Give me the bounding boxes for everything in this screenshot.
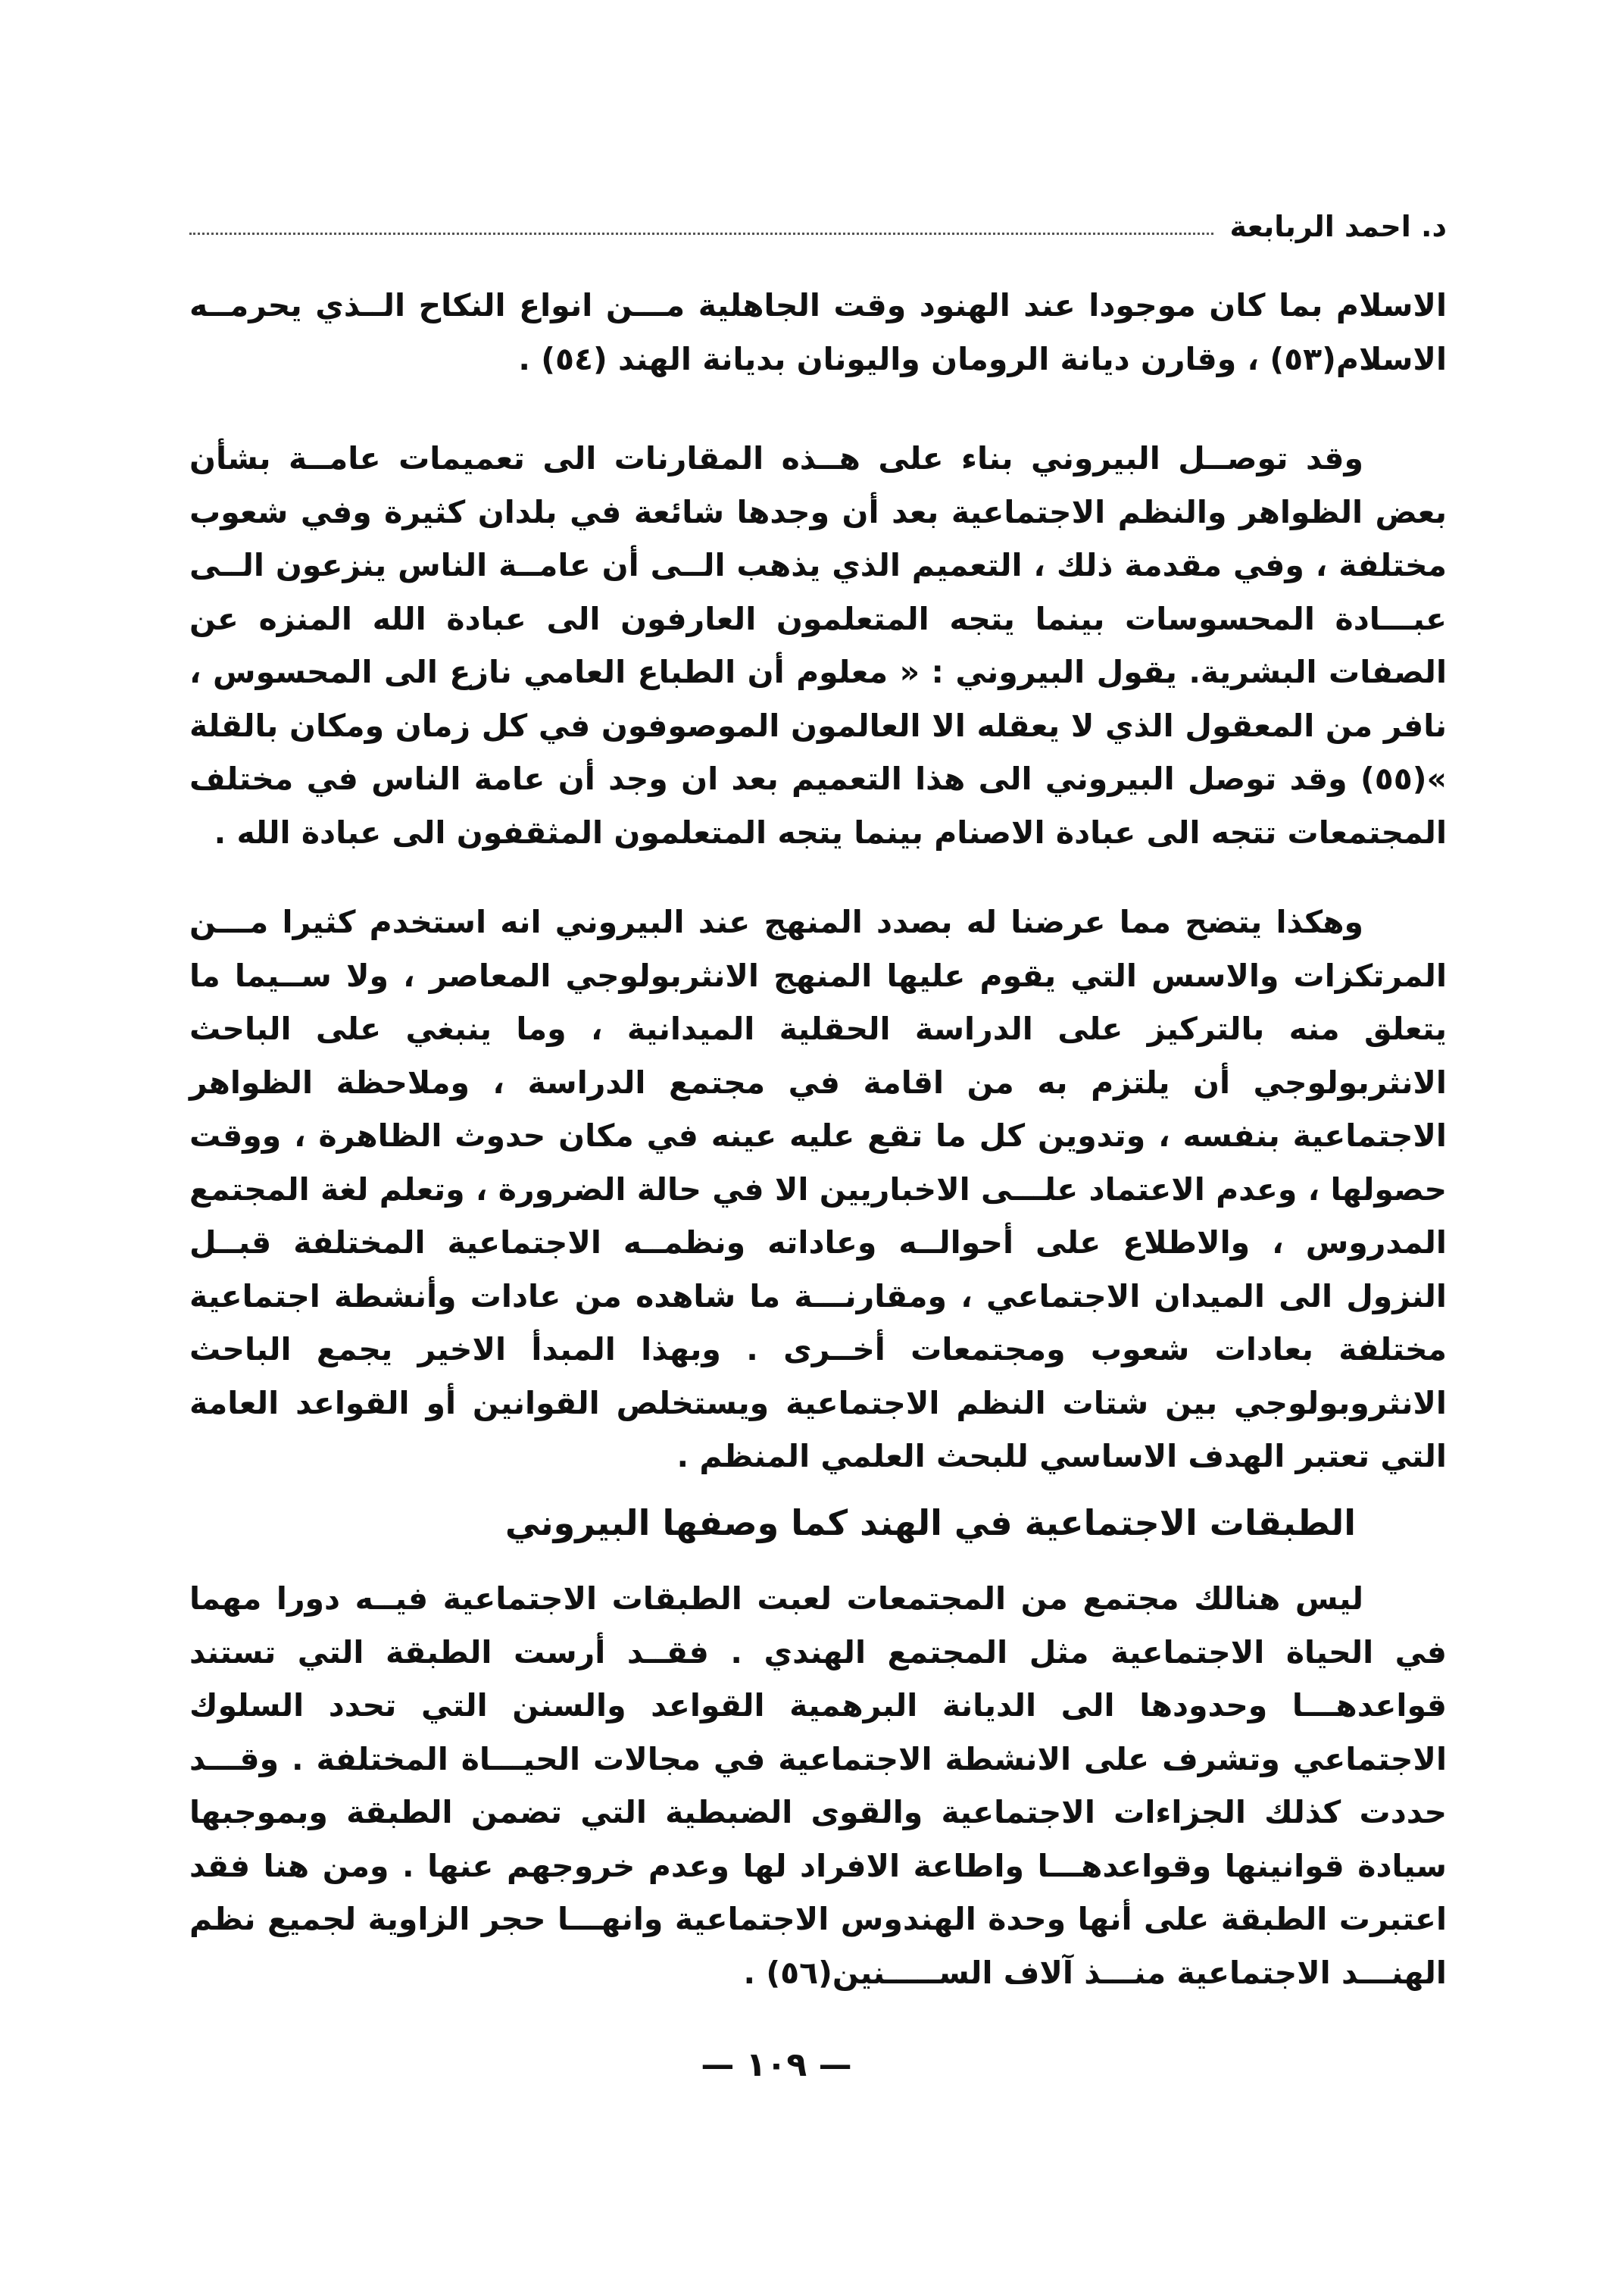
header-author: د. احمد الربابعة bbox=[1229, 210, 1447, 243]
paragraph-continuation bbox=[189, 279, 1447, 386]
document-page bbox=[189, 0, 1447, 2269]
header-dotted-rule bbox=[189, 233, 1213, 235]
paragraph-text: وقد توصــل البيروني بناء على هــذه المقارنات الى تعميمات عامــة بشأن بعض الظواهر والنظم الاجتماعية بعد أن وجدها شائعة في بلدان كثيرة وفي شعوب مختلفة ، وفي مقدمة ذلك ، التعميم الذي يذهب الــى أن عامــة الناس ينزعون الــى عبـــادة المحسوسات بينما يتجه المتعلمون العارفون الى عبادة الله المنزه عن الصفات البشرية. يقول البيروني : « معلوم أن الطباع العامي نازع الى المحسوس ، نافر من المعقول الذي لا يعقله الا العالمون الموصوفون في كل زمان ومكان بالقلة »(٥٥) وقد توصل البيروني الى هذا التعميم بعد ان وجد أن عامة الناس في مختلف المجتمعات تتجه الى عبادة الاصنام بينما يتجه المتعلمون المثقفون الى عبادة الله . bbox=[189, 440, 1447, 851]
paragraph-biruni-generalizations bbox=[189, 432, 1447, 859]
section-heading: الطبقات الاجتماعية في الهند كما وصفها البيروني bbox=[504, 1502, 1356, 1544]
paragraph-text: وهكذا يتضح مما عرضنا له بصدد المنهج عند البيروني انه استخدم كثيرا مـــن المرتكزات والاسس التي يقوم عليها المنهج الانثربولوجي المعاصر ، ولا ســيما ما يتعلق منه بالتركيز على الدراسة الحقلية الميدانية ، وما ينبغي على الباحث الانثربولوجي أن يلتزم به من اقامة في مجتمع الدراسة ، وملاحظة الظواهر الاجتماعية بنفسه ، وتدوين كل ما تقع عليه عينه في مكان حدوث الظاهرة ، ووقت حصولها ، وعدم الاعتماد علـــى الاخباريين الا في حالة الضرورة ، وتعلم لغة المجتمع المدروس ، والاطلاع على أحوالــه وعاداته ونظمــه الاجتماعية المختلفة قبــل النزول الى الميدان الاجتماعي ، ومقارنـــة ما شاهده من عادات وأنشطة اجتماعية مختلفة بعادات شعوب ومجتمعات أخــرى . وبهذا المبدأ الاخير يجمع الباحث الانثروبولوجي بين شتات النظم الاجتماعية ويستخلص القوانين أو القواعد العامة التي تعتبر الهدف الاساسي للبحث العلمي المنظم . bbox=[189, 904, 1447, 1474]
page-number: — ١٠٩ — bbox=[701, 2046, 852, 2084]
paragraph-text: ليس هنالك مجتمع من المجتمعات لعبت الطبقات الاجتماعية فيــه دورا مهما في الحياة الاجتماعية مثل المجتمع الهندي . فقــد أرست الطبقة التي تستند قواعدهـــا وحدودها الى الديانة البرهمية القواعد والسنن التي تحدد السلوك الاجتماعي وتشرف على الانشطة الاجتماعية في مجالات الحيـــاة المختلفة . وقـــد حددت كذلك الجزاءات الاجتماعية والقوى الضبطية التي تضمن الطبقة وبموجبها سيادة قوانينها وقواعدهـــا واطاعة الافراد لها وعدم خروجهم عنها . ومن هنا فقد اعتبرت الطبقة على أنها وحدة الهندوس الاجتماعية وانهـــا حجر الزاوية لجميع نظم الهنـــد الاجتماعية منـــذ آلاف الســـــنين(٥٦) . bbox=[189, 1580, 1447, 1991]
paragraph-text: الاسلام بما كان موجودا عند الهنود وقت الجاهلية مـــن انواع النكاح الــذي يحرمــه الاسلام(٥٣) ، وقارن ديانة الرومان واليونان بديانة الهند (٥٤) . bbox=[189, 287, 1447, 377]
running-header bbox=[189, 195, 1447, 241]
paragraph-anthropological-method bbox=[189, 895, 1447, 1483]
paragraph-social-classes bbox=[189, 1572, 1447, 1999]
